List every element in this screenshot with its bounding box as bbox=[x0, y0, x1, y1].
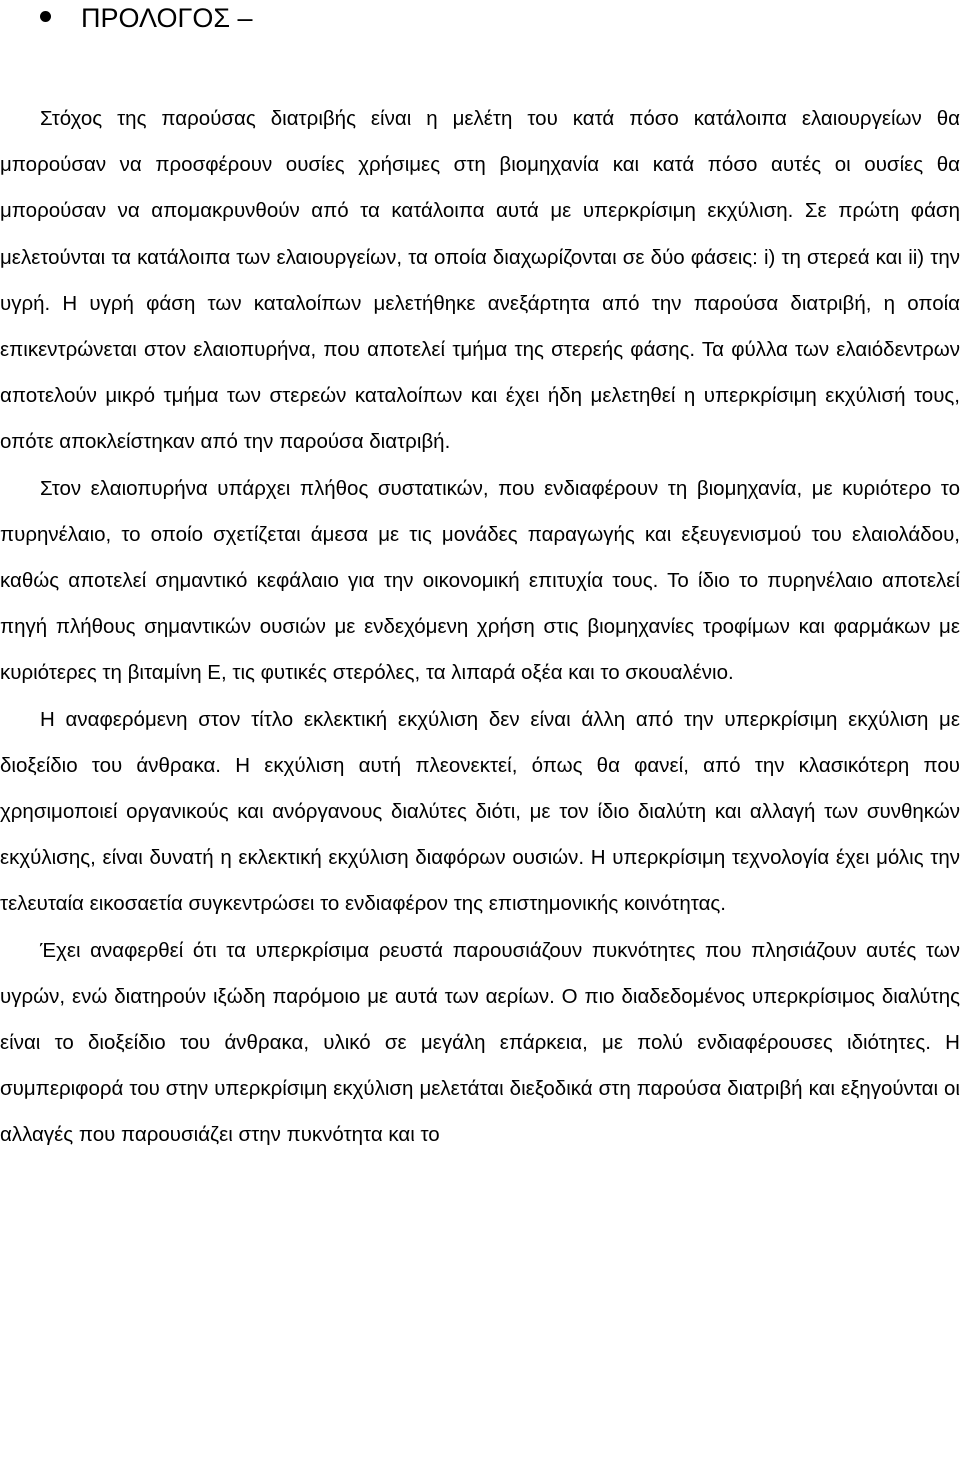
paragraph: Στόχος της παρούσας διατριβής είναι η μελέτη του κατά πόσο κατάλοιπα ελαιουργείων θα μπορούσαν να προσφέρουν ουσίες χρήσιμες στη βιομηχανία και κατά πόσο αυτές οι ουσίες θα μπορούσαν να απομακρυνθούν από τα κατάλοιπα αυτά με υπερκρίσιμη εκχύλιση. Σε πρώτη φάση μελετούνται τα κατάλοιπα των ελαιουργείων, τα οποία διαχωρίζονται σε δύο φάσεις: i) τη στερεά και ii) την υγρή. Η υγρή φάση των καταλοίπων μελετήθηκε ανεξάρτητα από την παρούσα διατριβή, η οποία επικεντρώνεται στον ελαιοπυρήνα, που αποτελεί τμήμα της στερεής φάσης. Τα φύλλα των ελαιόδεντρων αποτελούν μικρό τμήμα των στερεών καταλοίπων και έχει ήδη μελετηθεί η υπερκρίσιμη εκχύλισή τους, οπότε αποκλείστηκαν από την παρούσα διατριβή. bbox=[0, 107, 960, 454]
bullet-icon bbox=[40, 11, 51, 22]
paragraph: Στον ελαιοπυρήνα υπάρχει πλήθος συστατικών, που ενδιαφέρουν τη βιομηχανία, με κυριότερο το πυρηνέλαιο, το οποίο σχετίζεται άμεσα με τις μονάδες παραγωγής και εξευγενισμού του ελαιολάδου, καθώς αποτελεί σημαντικό κεφάλαιο για την οικονομική επιτυχία τους. Το ίδιο το πυρηνέλαιο αποτελεί πηγή πλήθους σημαντικών ουσιών με ενδεχόμενη χρήση στις βιομηχανίες τροφίμων και φαρμάκων με κυριότερες τη βιταμίνη Ε, τις φυτικές στερόλες, τα λιπαρά οξέα και το σκουαλένιο. bbox=[0, 476, 960, 685]
paragraph: Έχει αναφερθεί ότι τα υπερκρίσιμα ρευστά παρουσιάζουν πυκνότητες που πλησιάζουν αυτές των υγρών, ενώ διατηρούν ιξώδη παρόμοιο με αυτά των αερίων. Ο πιο διαδεδομένος υπερκρίσιμος διαλύτης είναι το διοξείδιο του άνθρακα, υλικό σε μεγάλη επάρκεια, με πολύ ενδιαφέρουσες ιδιότητες. Η συμπεριφορά του στην υπερκρίσιμη εκχύλιση μελετάται διεξοδικά στη παρούσα διατριβή και εξηγούνται οι αλλαγές που παρουσιάζει στην πυκνότητα και το bbox=[0, 938, 960, 1147]
heading-title: ΠΡΟΛΟΓΟΣ – bbox=[81, 3, 253, 33]
paragraph: Η αναφερόμενη στον τίτλο εκλεκτική εκχύλιση δεν είναι άλλη από την υπερκρίσιμη εκχύλιση με διοξείδιο του άνθρακα. Η εκχύλιση αυτή πλεονεκτεί, όπως θα φανεί, από την κλασικότερη που χρησιμοποιεί οργανικούς και ανόργανους διαλύτες διότι, με τον ίδιο διαλύτη και αλλαγή των συνθηκών εκχύλισης, είναι δυνατή η εκλεκτική εκχύλιση διαφόρων ουσιών. Η υπερκρίσιμη τεχνολογία έχει μόλις την τελευταία εικοσαετία συγκεντρώσει το ενδιαφέρον της επιστημονικής κοινότητας. bbox=[0, 707, 960, 916]
document-body bbox=[0, 96, 960, 1159]
